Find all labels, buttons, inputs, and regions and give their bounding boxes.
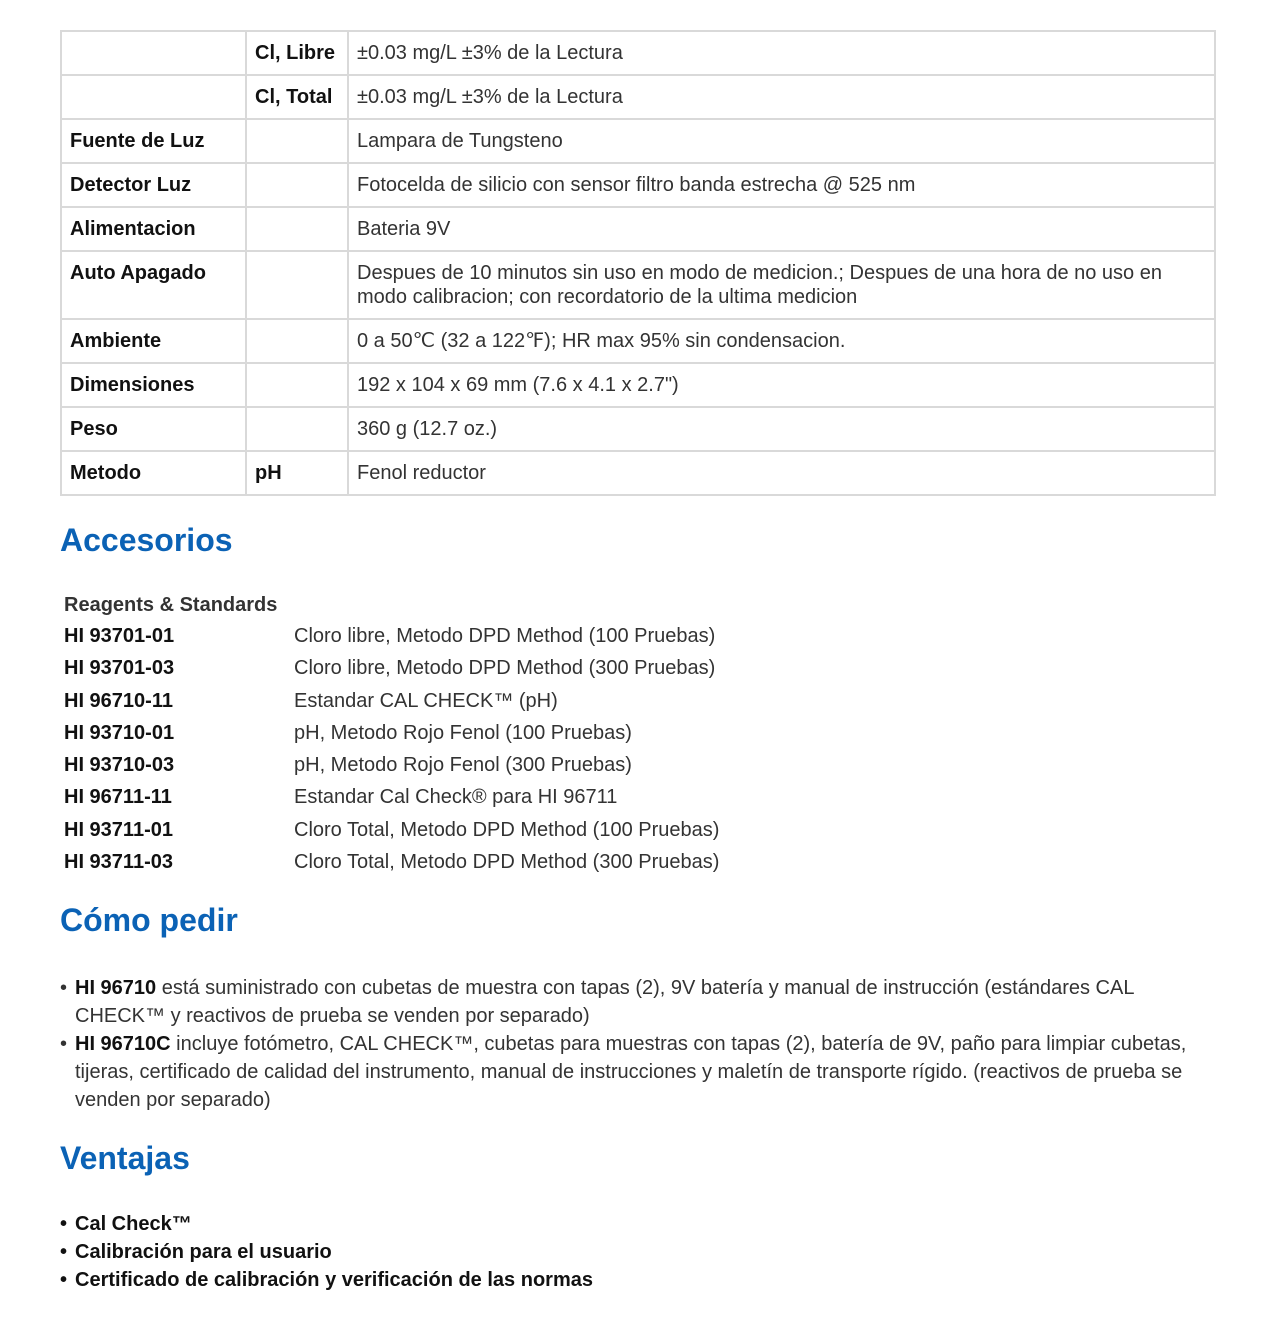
reagent-description: pH, Metodo Rojo Fenol (300 Pruebas) <box>294 754 632 777</box>
list-item <box>60 1238 1216 1266</box>
reagent-code: HI 93710-03 <box>64 754 175 777</box>
order-code: HI 96710 <box>75 977 157 1000</box>
reagent-description: pH, Metodo Rojo Fenol (100 Pruebas) <box>294 721 632 744</box>
spec-sublabel <box>246 319 348 363</box>
table-row <box>61 119 1215 163</box>
specs-table <box>60 30 1216 496</box>
spec-value: Bateria 9V <box>348 207 1215 251</box>
spec-value: 0 a 50℃ (32 a 122℉); HR max 95% sin condensacion. <box>348 319 1215 363</box>
reagent-code: HI 93701-03 <box>64 657 175 680</box>
list-item <box>60 1266 1216 1294</box>
spec-sublabel: Cl, Libre <box>246 31 348 75</box>
reagents-list <box>64 590 1216 878</box>
spec-sublabel: pH <box>246 451 348 495</box>
advantages-heading: Ventajas <box>60 1140 190 1177</box>
spec-sublabel <box>246 363 348 407</box>
spec-label: Ambiente <box>61 319 246 363</box>
list-item <box>60 1210 1216 1238</box>
list-item <box>64 814 1216 846</box>
order-text: está suministrado con cubetas de muestra con tapas (2), 9V batería y manual de instrucción (estándares CAL CHECK™ y reactivos de prueba se venden por separado) <box>75 977 1134 1028</box>
spec-value: ±0.03 mg/L ±3% de la Lectura <box>348 75 1215 119</box>
reagent-description: Estandar Cal Check® para HI 96711 <box>294 786 618 809</box>
reagent-code: HI 93711-01 <box>64 818 173 841</box>
table-row <box>61 407 1215 451</box>
spec-label: Metodo <box>61 451 246 495</box>
list-item <box>64 846 1216 878</box>
spec-sublabel: Cl, Total <box>246 75 348 119</box>
list-item <box>64 717 1216 749</box>
reagent-code: HI 96710-11 <box>64 689 173 712</box>
list-item <box>64 685 1216 717</box>
spec-label <box>61 75 246 119</box>
list-item <box>64 781 1216 813</box>
spec-value: Lampara de Tungsteno <box>348 119 1215 163</box>
order-text: incluye fotómetro, CAL CHECK™, cubetas para muestras con tapas (2), batería de 9V, paño para limpiar cubetas, tijeras, certificado de calidad del instrumento, manual de instrucciones y maletín de transporte rígido. (reactivos de prueba se venden por separado) <box>75 1033 1187 1112</box>
spec-sublabel <box>246 251 348 319</box>
reagent-code: HI 93701-01 <box>64 625 175 647</box>
spec-sublabel <box>246 119 348 163</box>
bullet-icon: • <box>60 1033 68 1056</box>
accessories-heading: Accesorios <box>60 522 233 558</box>
list-item <box>64 652 1216 684</box>
table-row <box>61 319 1215 363</box>
table-row <box>61 451 1215 495</box>
spec-value: Fenol reductor <box>348 451 1215 495</box>
order-heading: Cómo pedir <box>60 902 238 939</box>
list-item <box>60 1030 1216 1114</box>
table-row <box>61 251 1215 319</box>
bullet-icon: • <box>60 1241 68 1264</box>
bullet-icon: • <box>60 1213 68 1236</box>
advantages-list <box>60 1210 1216 1294</box>
reagent-description: Cloro Total, Metodo DPD Method (300 Pruebas) <box>294 851 720 874</box>
spec-value: Fotocelda de silicio con sensor filtro banda estrecha @ 525 nm <box>348 163 1215 207</box>
spec-sublabel <box>246 207 348 251</box>
spec-sublabel <box>246 407 348 451</box>
spec-value: Despues de 10 minutos sin uso en modo de medicion.; Despues de una hora de no uso en modo calibracion; con recordatorio de la ultima medicion <box>348 251 1215 319</box>
table-row <box>61 207 1215 251</box>
reagents-group-title: Reagents & Standards <box>64 594 278 616</box>
spec-value: ±0.03 mg/L ±3% de la Lectura <box>348 31 1215 75</box>
reagent-description: Cloro libre, Metodo DPD Method (100 Pruebas) <box>294 625 716 647</box>
table-row <box>61 75 1215 119</box>
reagent-code: HI 93710-01 <box>64 721 175 744</box>
table-row <box>61 363 1215 407</box>
spec-label: Auto Apagado <box>61 251 246 319</box>
spec-label: Fuente de Luz <box>61 119 246 163</box>
bullet-icon: • <box>60 977 68 1000</box>
list-item <box>60 974 1216 1030</box>
reagent-code: HI 96711-11 <box>64 786 172 809</box>
advantage-text: Calibración para el usuario <box>75 1241 332 1264</box>
order-list <box>60 974 1216 1114</box>
table-row <box>61 163 1215 207</box>
spec-label: Peso <box>61 407 246 451</box>
list-item <box>64 620 1216 652</box>
reagent-code: HI 93711-03 <box>64 851 173 874</box>
reagent-description: Estandar CAL CHECK™ (pH) <box>294 689 558 712</box>
spec-label: Detector Luz <box>61 163 246 207</box>
advantage-text: Cal Check™ <box>75 1213 192 1236</box>
bullet-icon: • <box>60 1269 68 1292</box>
reagent-description: Cloro Total, Metodo DPD Method (100 Pruebas) <box>294 818 720 841</box>
spec-sublabel <box>246 163 348 207</box>
advantage-text: Certificado de calibración y verificación de las normas <box>75 1269 593 1292</box>
page <box>0 30 1216 1294</box>
spec-label: Alimentacion <box>61 207 246 251</box>
spec-value: 360 g (12.7 oz.) <box>348 407 1215 451</box>
list-item <box>64 749 1216 781</box>
spec-label: Dimensiones <box>61 363 246 407</box>
spec-value: 192 x 104 x 69 mm (7.6 x 4.1 x 2.7") <box>348 363 1215 407</box>
spec-label <box>61 31 246 75</box>
reagent-description: Cloro libre, Metodo DPD Method (300 Pruebas) <box>294 657 716 680</box>
order-code: HI 96710C <box>75 1033 171 1056</box>
table-row <box>61 31 1215 75</box>
